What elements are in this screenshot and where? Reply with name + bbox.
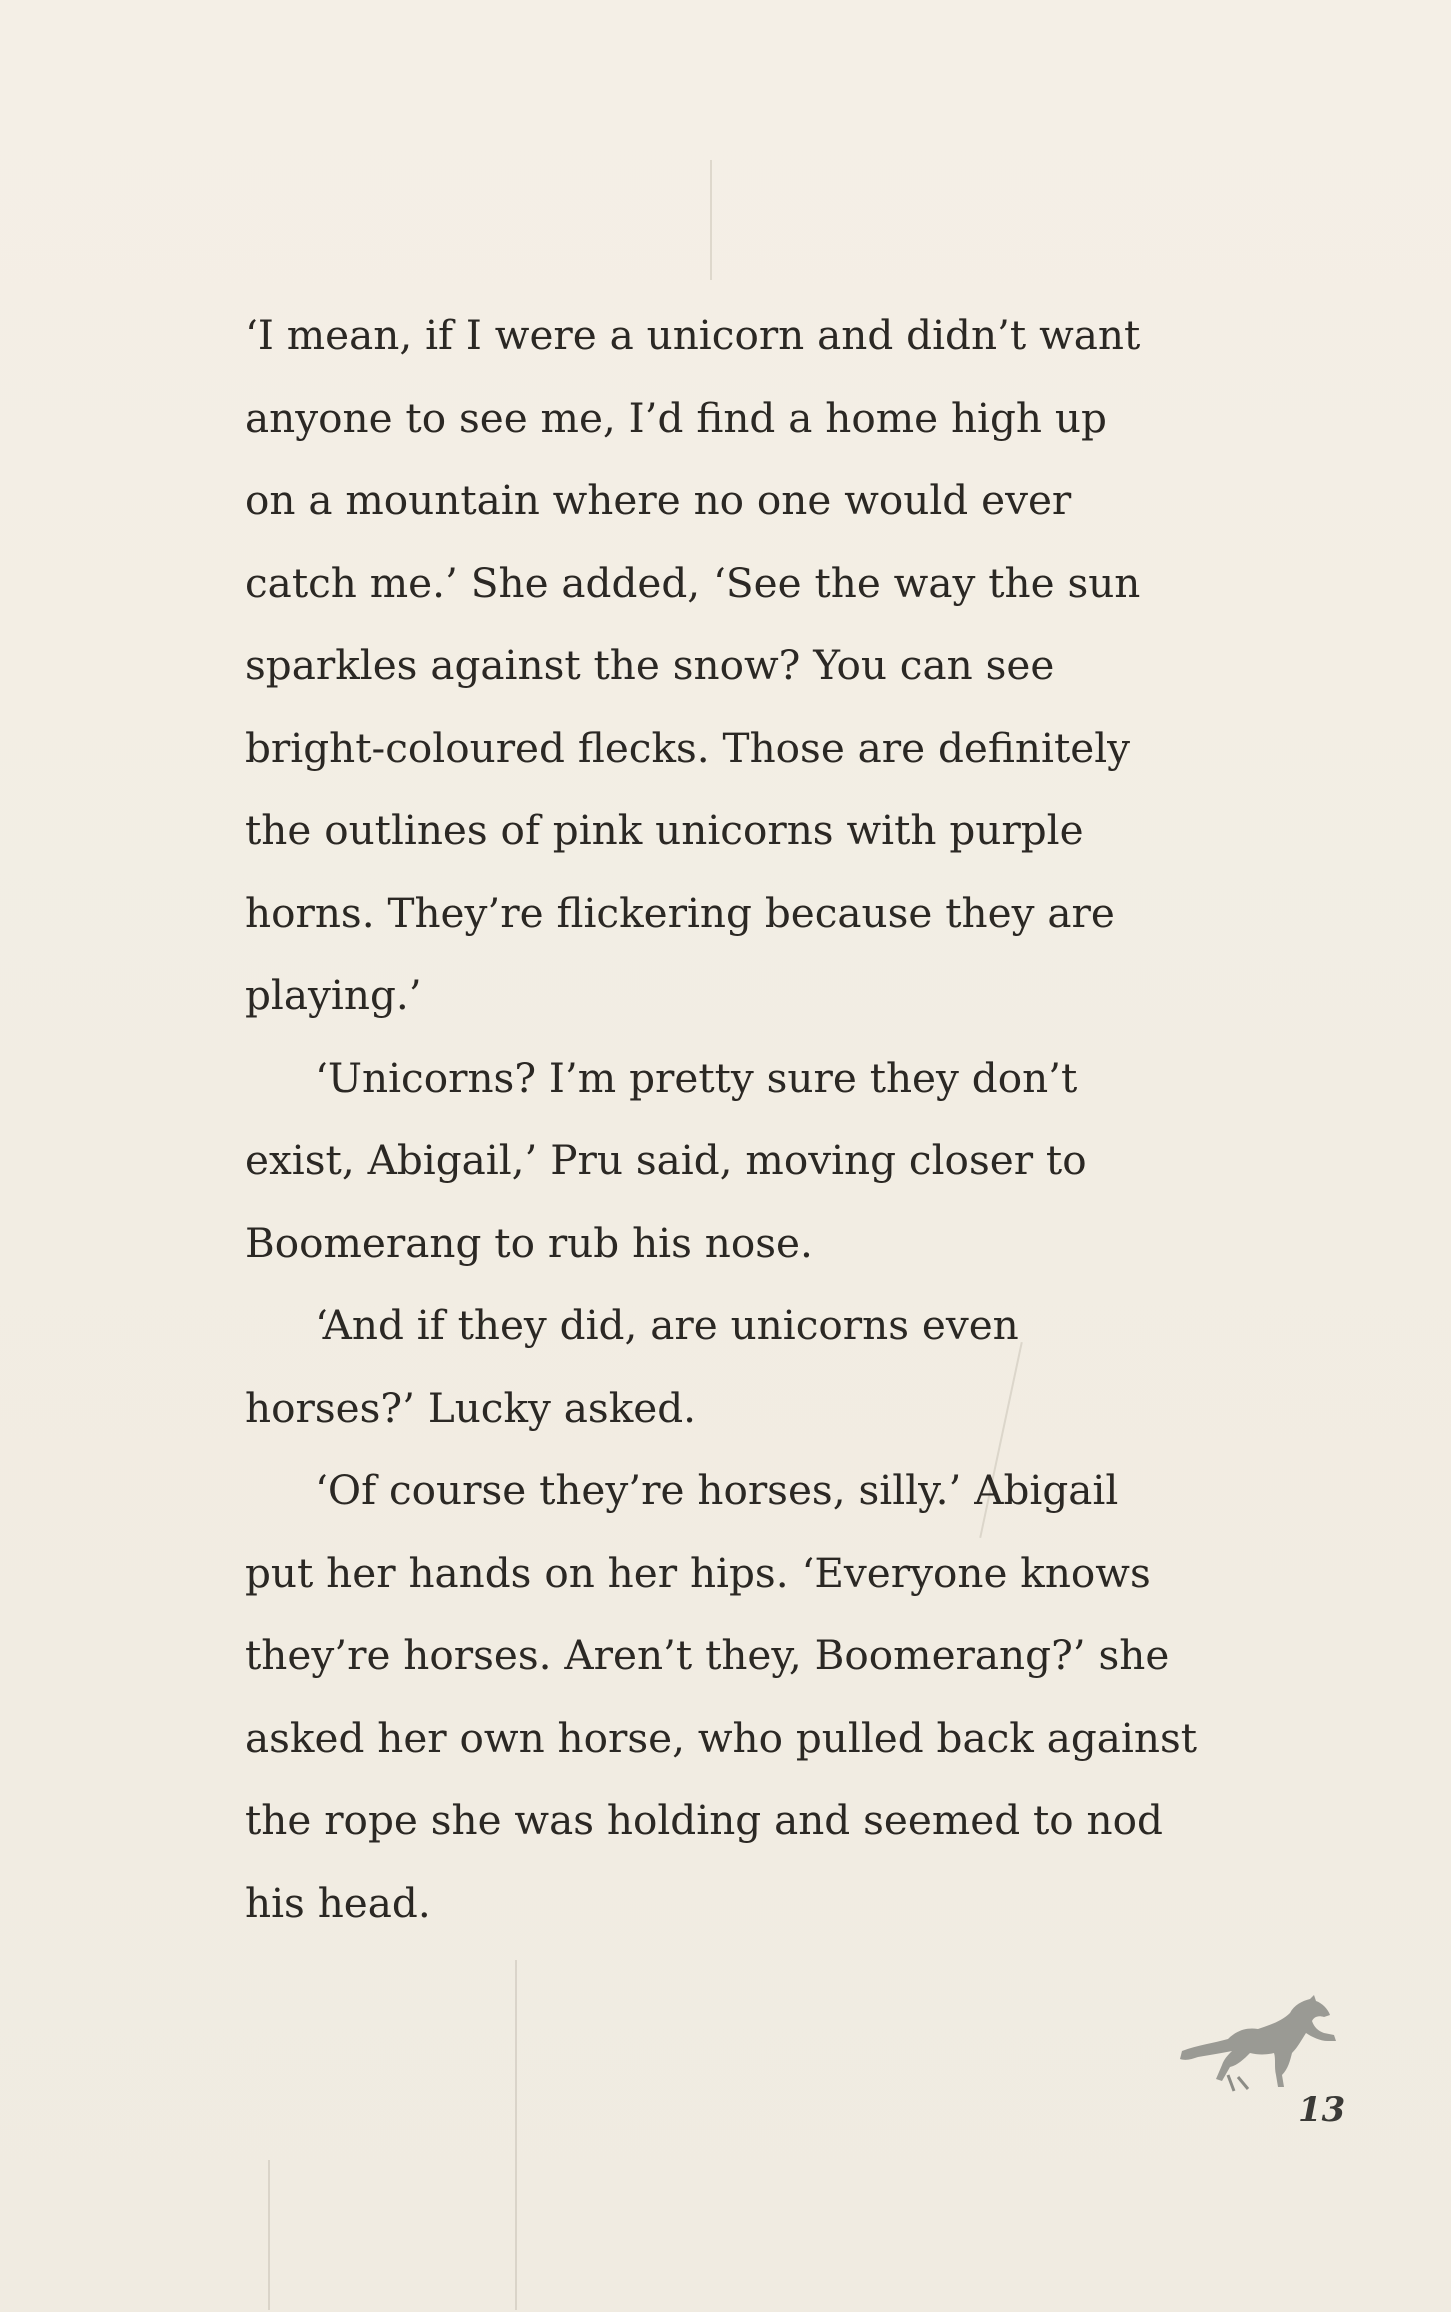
body-line: on a mountain where no one would ever [245, 476, 1072, 524]
body-line: catch me.’ She added, ‘See the way the sun [245, 558, 1141, 607]
body-line: ‘Unicorns? I’m pretty sure they don’t [315, 1053, 1078, 1102]
body-line: put her hands on her hips. ‘Everyone knows [245, 1548, 1151, 1597]
body-line: ‘And if they did, are unicorns even [315, 1301, 1019, 1349]
body-line: horns. They’re flickering because they are [245, 888, 1115, 937]
body-line: anyone to see me, I’d find a home high up [245, 393, 1107, 442]
horse-silhouette [1180, 1995, 1336, 2087]
body-line: horses?’ Lucky asked. [245, 1383, 697, 1432]
body-line: asked her own horse, who pulled back against [245, 1713, 1198, 1762]
body-line: sparkles against the snow? You can see [245, 641, 1055, 689]
page-crease [268, 2160, 270, 2310]
body-text [245, 294, 1245, 1944]
page-crease [710, 160, 712, 280]
body-line: his head. [245, 1878, 431, 1927]
page-crease [515, 1960, 517, 2310]
body-line: Boomerang to rub his nose. [245, 1218, 813, 1267]
body-line: ‘I mean, if I were a unicorn and didn’t want [245, 311, 1141, 359]
page-number: 13 [1298, 2090, 1346, 2130]
body-line: they’re horses. Aren’t they, Boomerang?’ she [245, 1631, 1170, 1679]
body-line: ‘Of course they’re horses, silly.’ Abigail [315, 1466, 1119, 1514]
body-line: the rope she was holding and seemed to nod [245, 1796, 1163, 1844]
body-line: bright-coloured flecks. Those are definitely [245, 723, 1131, 772]
body-line: the outlines of pink unicorns with purple [245, 806, 1084, 854]
horse-hoof-marks [1228, 2075, 1248, 2091]
galloping-horse-icon [1178, 1995, 1340, 2095]
body-line: playing.’ [245, 971, 422, 1019]
body-line: exist, Abigail,’ Pru said, moving closer to [245, 1136, 1087, 1184]
